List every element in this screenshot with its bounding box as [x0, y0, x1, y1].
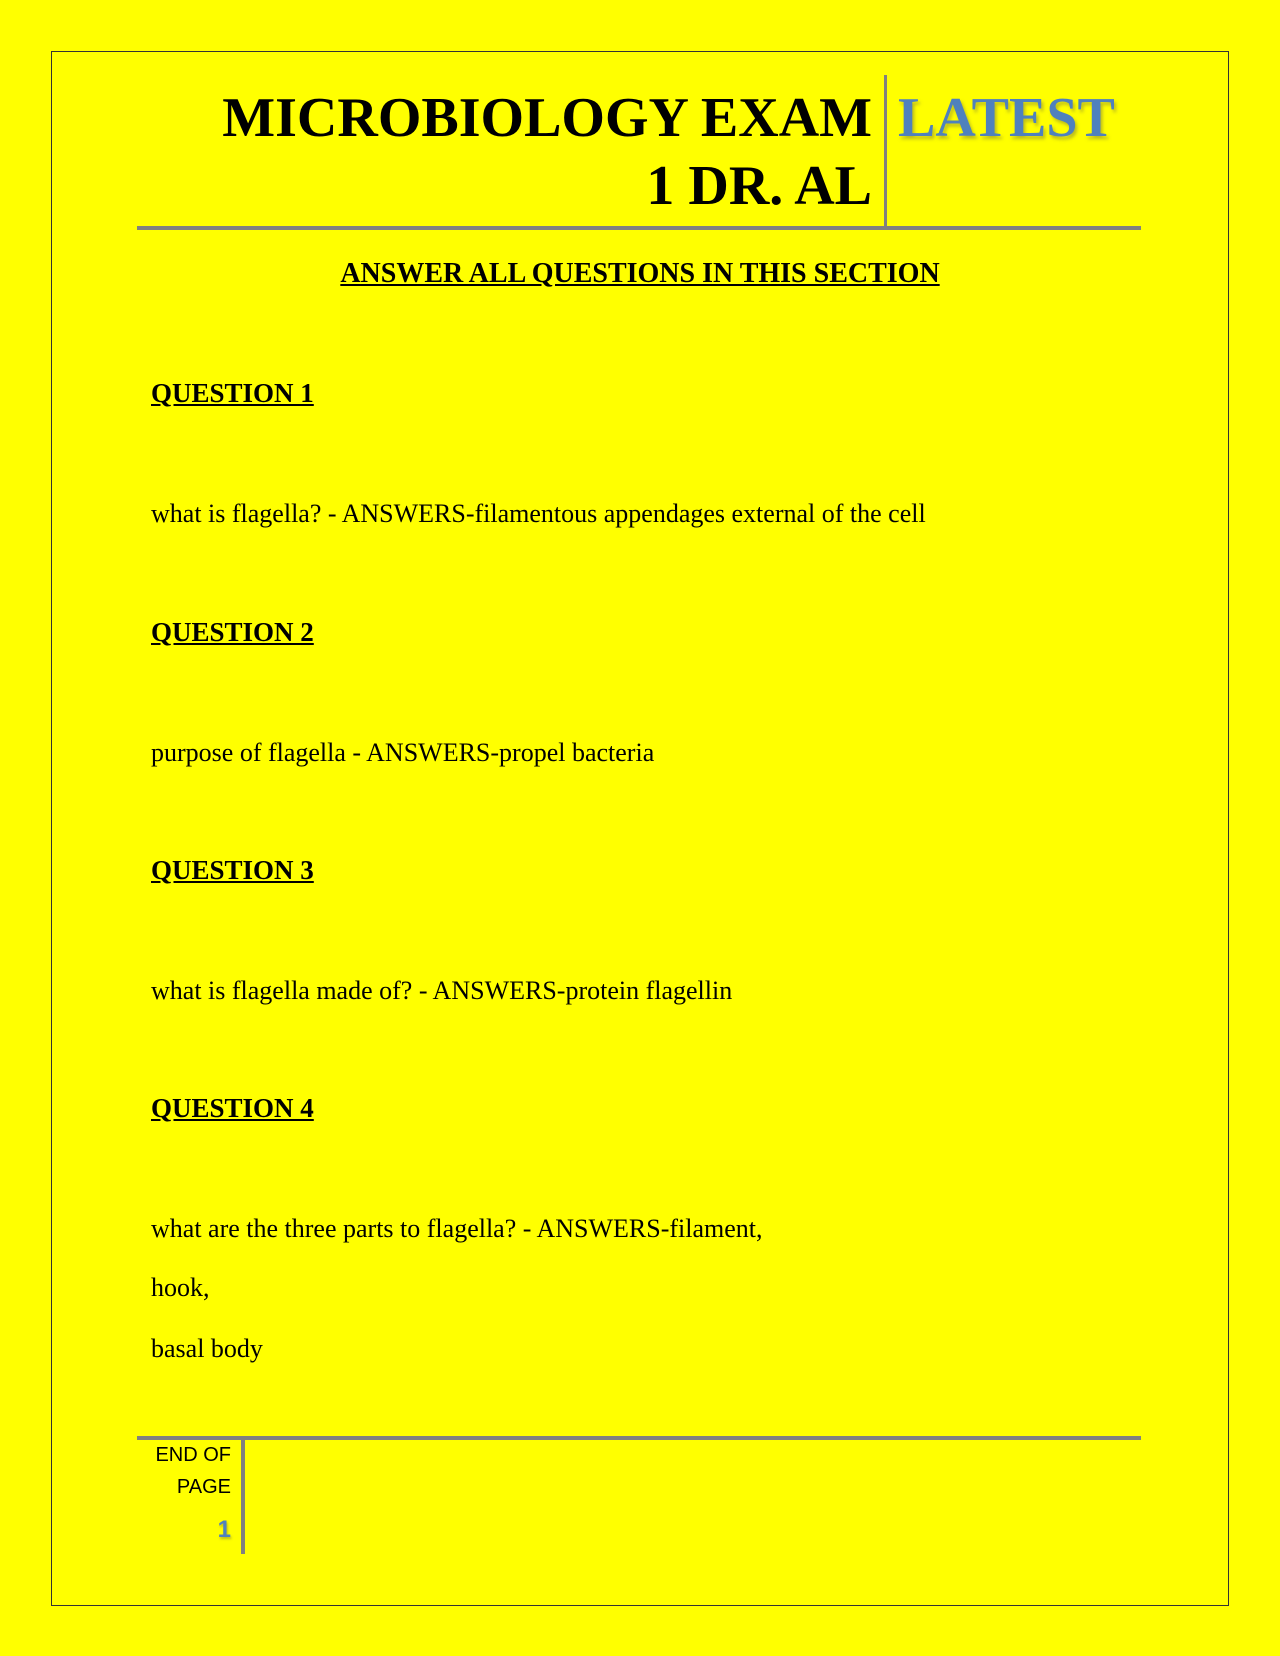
question-2-label: QUESTION 2: [151, 617, 314, 647]
question-4-answer-line-2: hook,: [151, 1273, 210, 1302]
question-3-answer: what is flagella made of? - ANSWERS-protein flagellin: [151, 976, 733, 1005]
section-heading: [0, 258, 1280, 290]
question-4-answer-line-1: what are the three parts to flagella? - ANSWERS-filament,: [151, 1214, 763, 1243]
footer-end-of: END OF: [155, 1444, 231, 1466]
footer-rule: [137, 1436, 1141, 1440]
latest-tag: LATEST: [898, 87, 1115, 149]
header-rule: [137, 226, 1141, 230]
footer-page: PAGE: [176, 1476, 231, 1498]
question-1-answer: what is flagella? - ANSWERS-filamentous appendages external of the cell: [151, 499, 926, 528]
question-4-answer-line-3: basal body: [151, 1334, 263, 1363]
title-line-2: 1 DR. AL: [646, 155, 872, 217]
page-number: 1: [217, 1516, 231, 1543]
question-1-label: QUESTION 1: [151, 378, 314, 408]
question-3-label: QUESTION 3: [151, 855, 314, 885]
header-divider: [884, 75, 887, 227]
title-line-1: MICROBIOLOGY EXAM: [222, 87, 872, 149]
section-heading-text: ANSWER ALL QUESTIONS IN THIS SECTION: [340, 258, 940, 289]
question-2-answer: purpose of flagella - ANSWERS-propel bacteria: [151, 738, 655, 767]
footer-divider: [241, 1438, 245, 1554]
question-4-label: QUESTION 4: [151, 1093, 314, 1123]
